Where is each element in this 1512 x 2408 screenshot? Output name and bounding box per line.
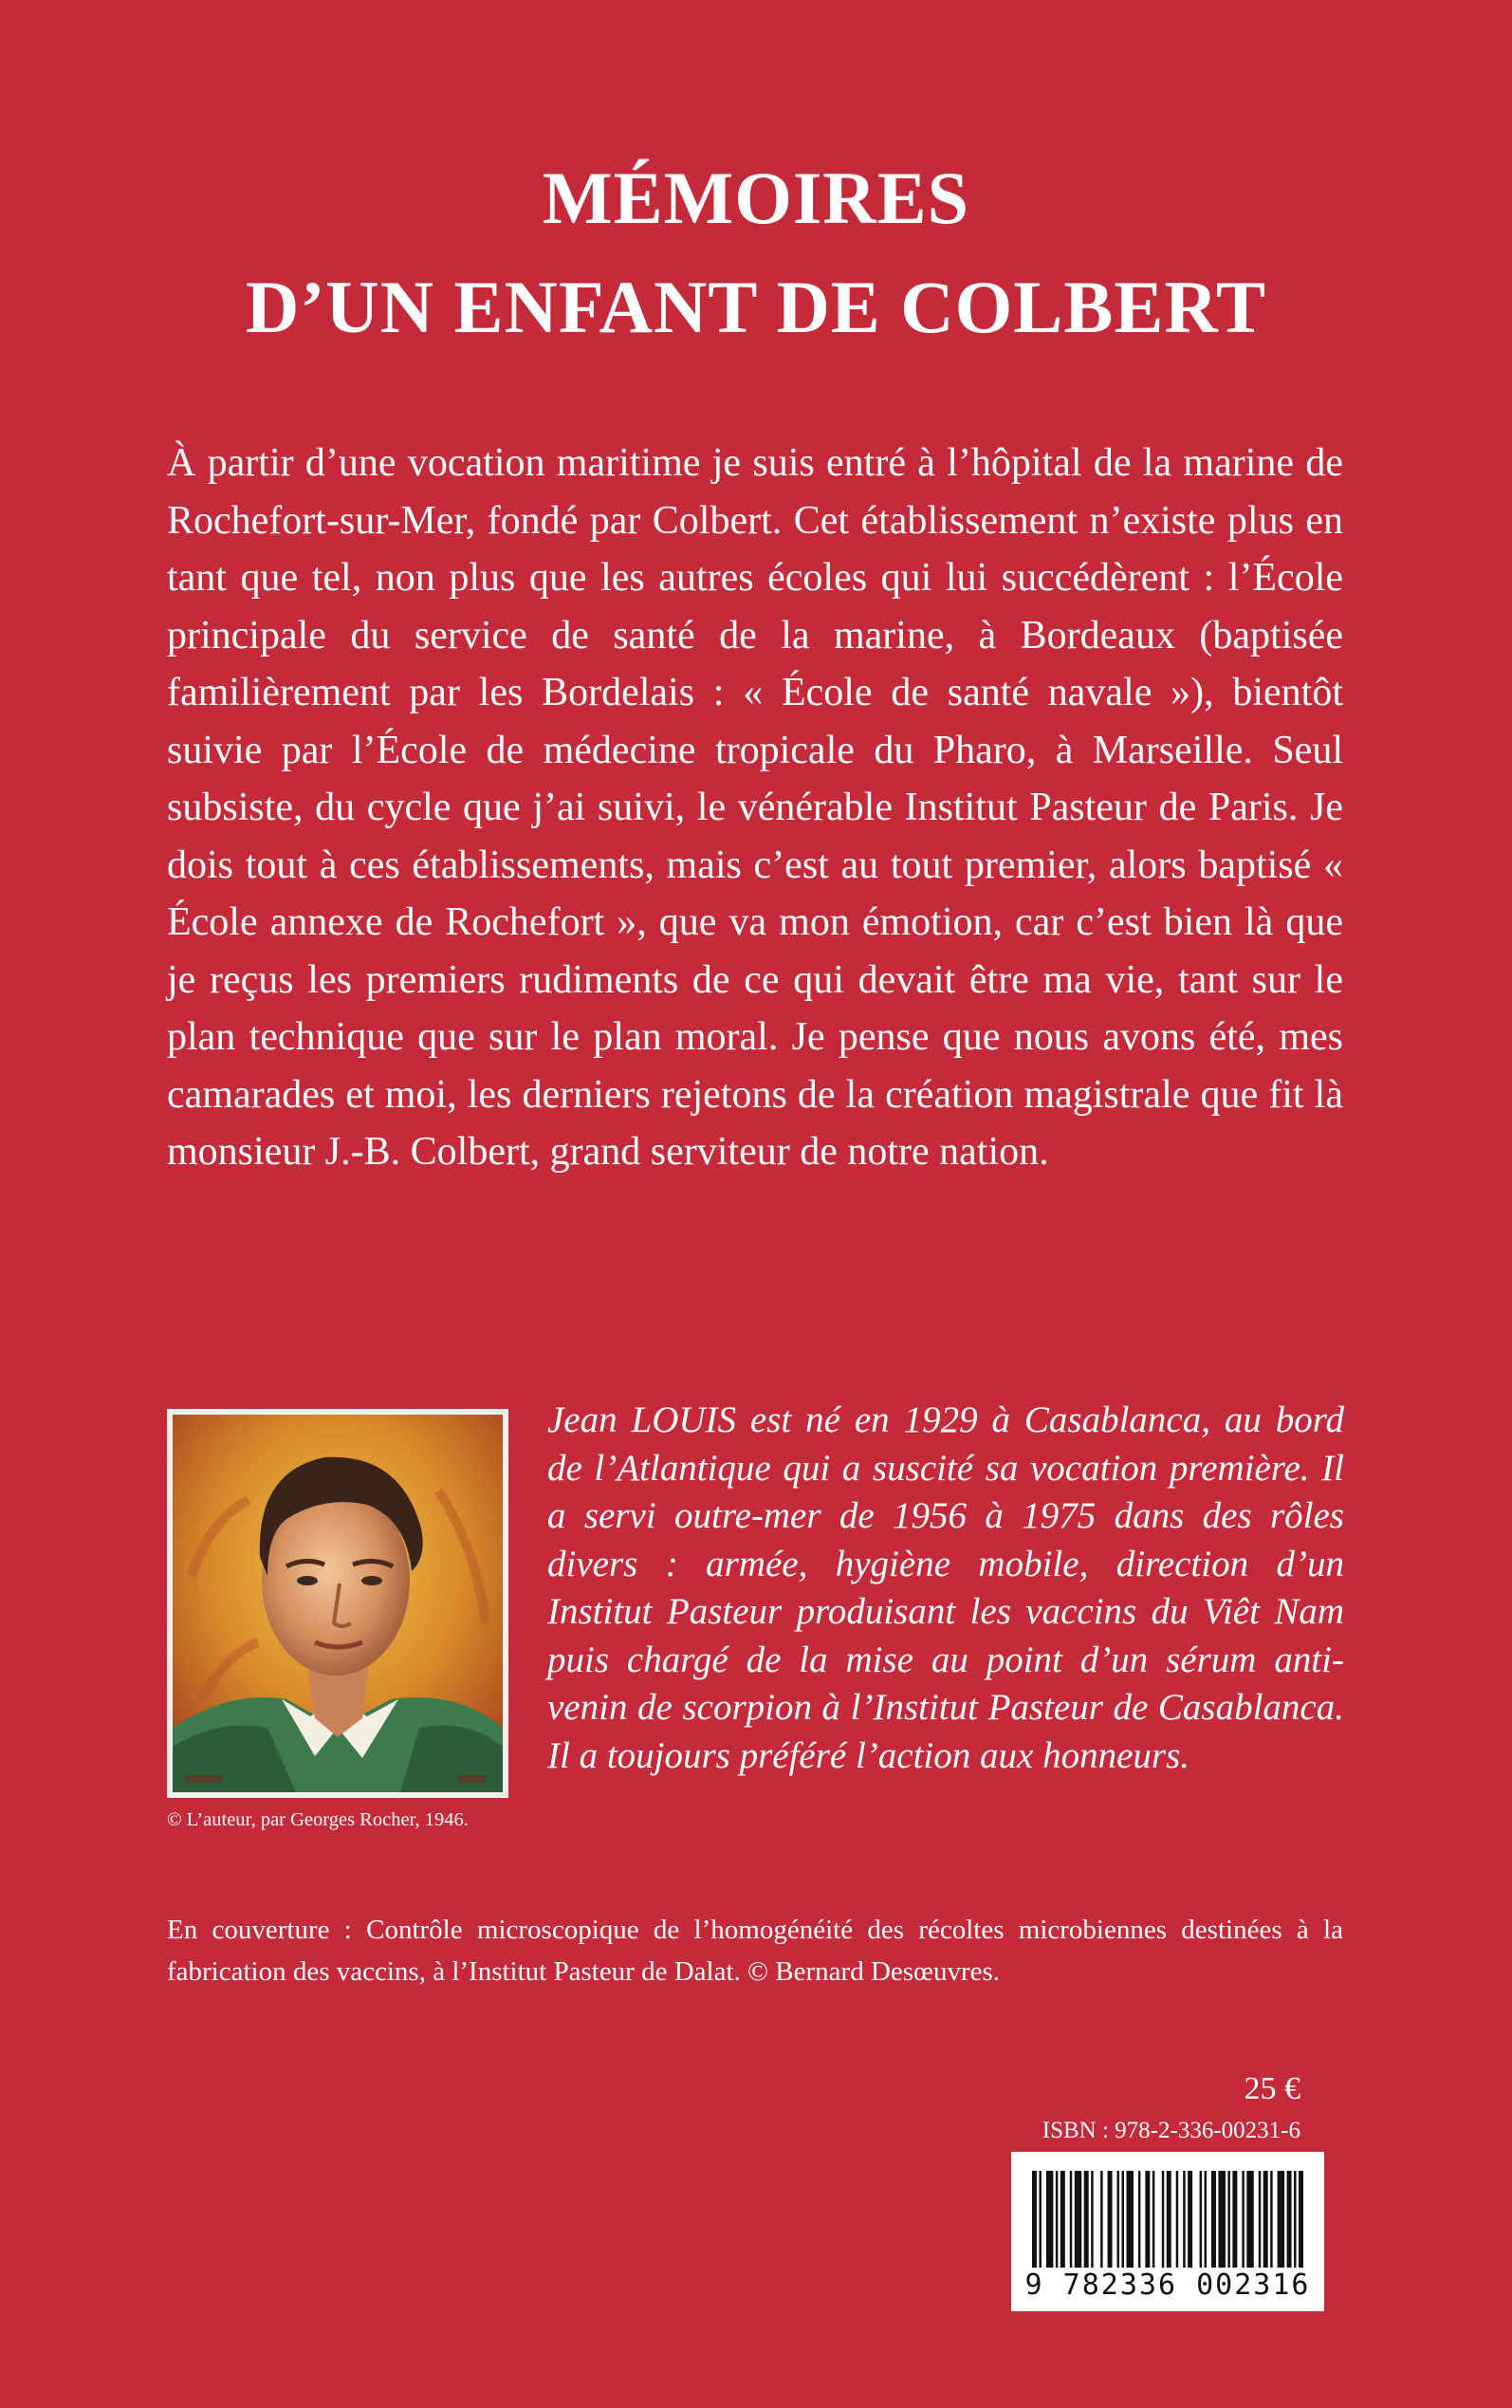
barcode-digits: 9 782336 002316 <box>1024 2269 1311 2302</box>
barcode-bar <box>1227 2171 1229 2268</box>
barcode-bar <box>1188 2171 1192 2268</box>
barcode-bar <box>1270 2171 1272 2268</box>
barcode-bar <box>1060 2171 1065 2268</box>
barcode-bar <box>1091 2171 1093 2268</box>
price: 25 € <box>1244 2071 1300 2106</box>
barcode-bar <box>1084 2171 1089 2268</box>
barcode-bar <box>1278 2171 1284 2268</box>
book-title-line-2: D’UN ENFANT DE COLBERT <box>246 266 1266 348</box>
portrait-caption: © L’auteur, par Georges Rocher, 1946. <box>167 1809 469 1830</box>
barcode-bar <box>1246 2171 1253 2268</box>
barcode-bar <box>1218 2171 1225 2268</box>
barcode-bar <box>1046 2171 1053 2268</box>
cover-credit: En couverture : Contrôle microscopique de l’homogénéité des récoltes microbiennes destinées à la fabrication des vaccins, à l’Institut Pasteur de Dalat. © Bernard Desœuvres. <box>167 1915 1343 1987</box>
barcode-bar <box>1152 2171 1154 2268</box>
barcode-bar <box>1259 2171 1261 2268</box>
barcode-bar <box>1117 2171 1119 2268</box>
barcode-bar <box>1242 2171 1244 2268</box>
barcode-bar <box>1039 2171 1041 2268</box>
barcode-bar <box>1183 2171 1185 2268</box>
author-portrait <box>167 1409 508 1798</box>
barcode-bar <box>1162 2171 1164 2268</box>
barcode-bar <box>1032 2171 1037 2268</box>
barcode-bar <box>1070 2171 1072 2268</box>
barcode-bar <box>1138 2171 1140 2268</box>
barcode-bar <box>1299 2171 1303 2268</box>
barcode <box>1011 2152 1324 2311</box>
barcode-bar <box>1205 2171 1207 2268</box>
barcode-bar <box>1167 2171 1171 2268</box>
book-summary: À partir d’une vocation maritime je suis entré à l’hôpital de la marine de Rochefort-sur-Mer, fondé par Colbert. Cet établissement n’existe plus en tant que tel, non plus que les autres écoles qui lui succédèrent : l’École principale du service de santé de la marine, à Bordeaux (baptisée familièrement par les Bordelais : « École de santé navale »), bientôt suivie par l’École de médecine tropicale du Pharo, à Marseille. Seul subsiste, du cycle que j’ai suivi, le vénérable Institut Pasteur de Paris. Je dois tout à ces établissements, mais c’est au tout premier, alors baptisé « École annexe de Rochefort », que va mon émotion, car c’est bien là que je reçus les premiers rudiments de ce qui devait être ma vie, tant sur le plan technique que sur le plan moral. Je pense que nous avons été, mes camarades et moi, les derniers rejetons de la création magistrale que fit là monsieur J.-B. Colbert, grand serviteur de notre nation. <box>167 441 1343 1174</box>
barcode-bar <box>1176 2171 1178 2268</box>
barcode-bar <box>1232 2171 1237 2268</box>
barcode-bar <box>1200 2171 1202 2268</box>
barcode-bar <box>1100 2171 1102 2268</box>
author-bio: Jean LOUIS est né en 1929 à Casablanca, au bord de l’Atlantique qui a suscité sa vocation première. Il a servi outre-mer de 1956 à 1975 dans des rôles divers : armée, hygiène mobile, direction d’un Institut Pasteur produisant les vaccins du Viêt Nam puis chargé de la mise au point d’un sérum anti-venin de scorpion à l’Institut Pasteur de Casablanca. Il a toujours préféré l’action aux honneurs. <box>547 1399 1344 1776</box>
isbn: ISBN : 978-2-336-00231-6 <box>1042 2118 1300 2143</box>
barcode-bars <box>1032 2171 1303 2268</box>
barcode-bar <box>1287 2171 1292 2268</box>
barcode-bar <box>1145 2171 1150 2268</box>
book-title-line-1: MÉMOIRES <box>542 157 970 239</box>
barcode-bar <box>1056 2171 1058 2268</box>
barcode-bar <box>1126 2171 1133 2268</box>
portrait-painting <box>173 1415 503 1792</box>
barcode-bar <box>1263 2171 1268 2268</box>
barcode-bar <box>1122 2171 1124 2268</box>
barcode-bar <box>1211 2171 1216 2268</box>
barcode-bar <box>1294 2171 1296 2268</box>
barcode-bar <box>1075 2171 1081 2268</box>
barcode-bar <box>1108 2171 1113 2268</box>
